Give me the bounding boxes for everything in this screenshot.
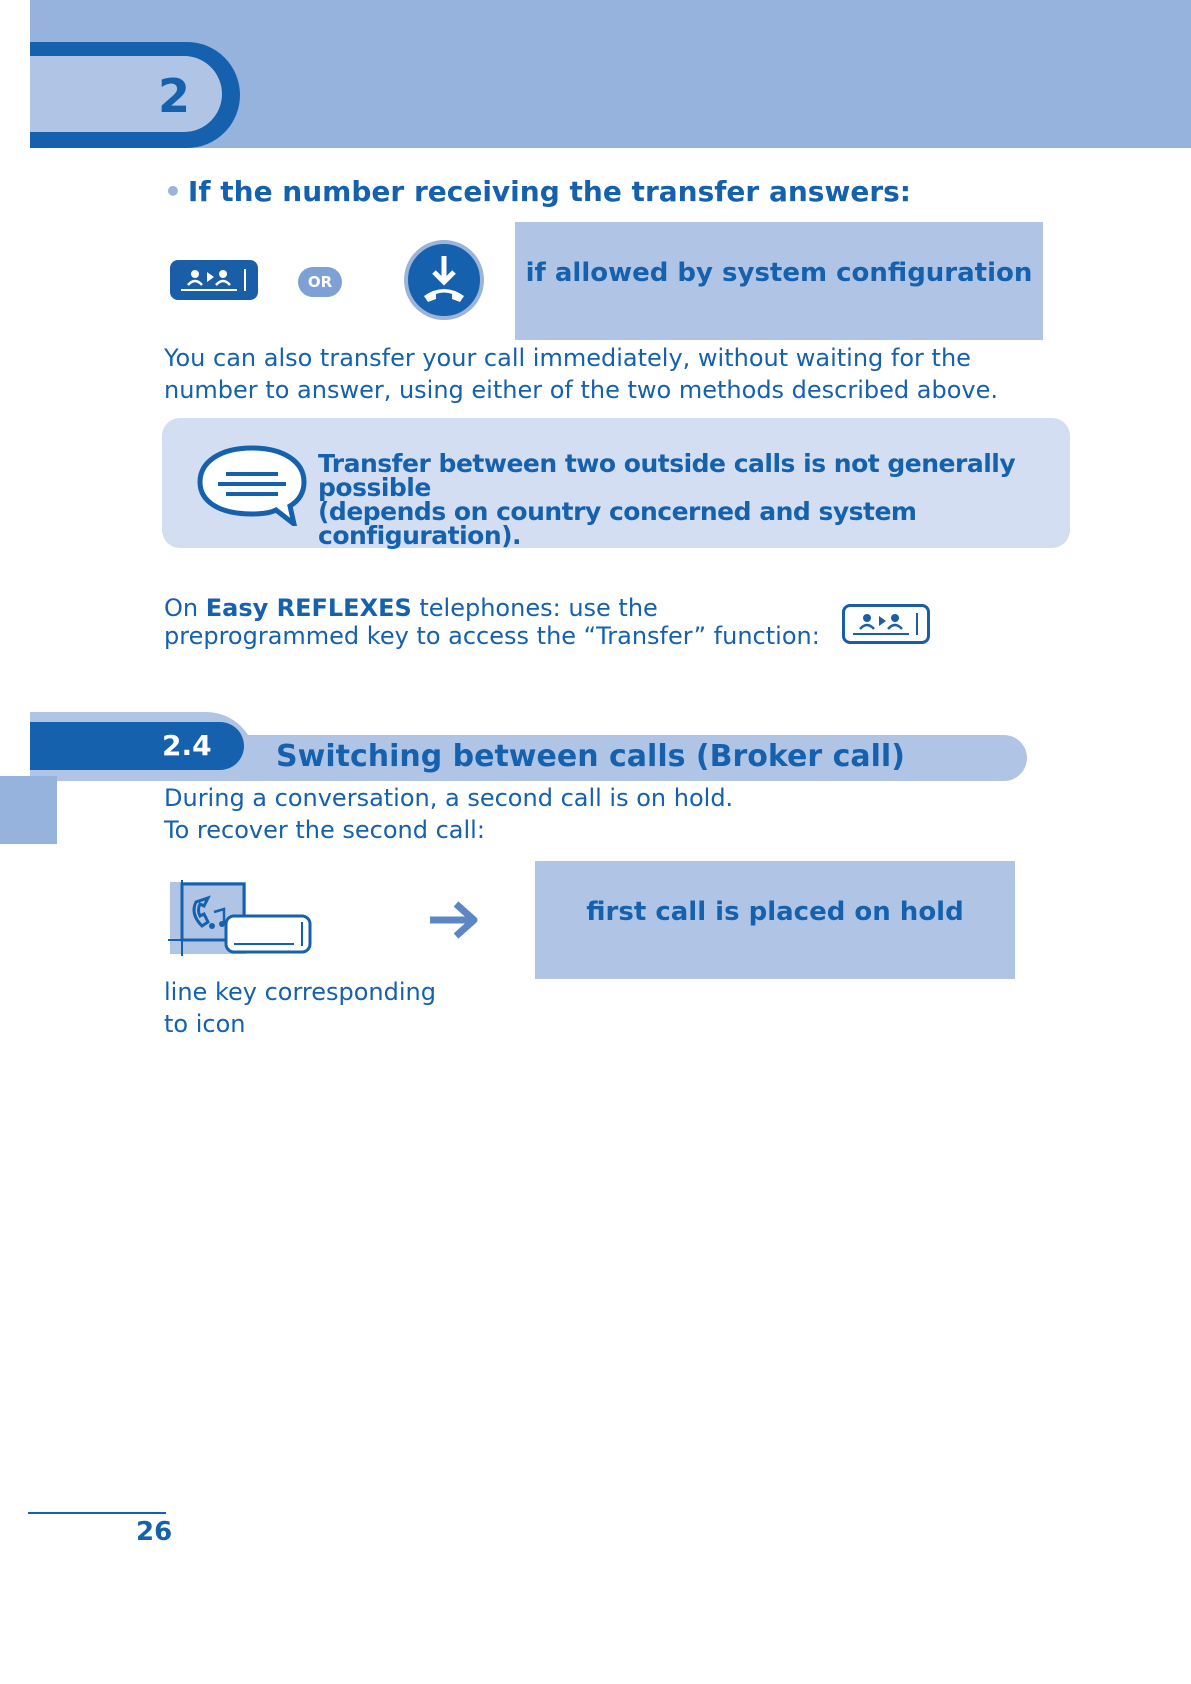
line-key-icon	[168, 880, 314, 956]
page-number: 26	[136, 1517, 173, 1547]
note-line-2: (depends on country concerned and system configuration).	[318, 497, 917, 550]
hang-up-icon	[404, 240, 484, 320]
bullet-dot: •	[164, 175, 182, 208]
chapter-tab-inner	[30, 56, 222, 132]
system-configuration-result: if allowed by system configuration	[515, 222, 1043, 340]
transfer-key-icon	[170, 260, 258, 300]
easy-reflexes-brand: Easy REFLEXES	[205, 594, 412, 622]
section-intro-line-1: During a conversation, a second call is on hold.	[164, 784, 734, 812]
easy-reflexes-suffix: telephones: use the preprogrammed key to access the “Transfer” function:	[164, 594, 820, 650]
section-number: 2.4	[162, 729, 212, 762]
speech-bubble-icon	[196, 444, 310, 526]
section-intro-line-2: To recover the second call:	[164, 816, 485, 844]
easy-reflexes-text	[164, 594, 844, 650]
transfer-answers-heading	[164, 174, 911, 210]
side-block	[0, 776, 57, 844]
section-intro	[164, 782, 964, 846]
transfer-key-icon-outline	[842, 604, 930, 644]
section-number-pill	[30, 722, 244, 770]
easy-reflexes-prefix: On	[164, 594, 206, 622]
first-call-hold-result: first call is placed on hold	[535, 861, 1015, 979]
immediate-transfer-text: You can also transfer your call immediately, without waiting for the number to answer, using either of the two methods described above.	[164, 344, 998, 404]
or-badge: OR	[298, 267, 342, 297]
line-key-caption: line key corresponding to icon	[164, 978, 436, 1038]
transfer-answers-heading-text: If the number receiving the transfer answers:	[187, 175, 911, 208]
section-title: Switching between calls (Broker call)	[276, 739, 905, 774]
chapter-number: 2	[158, 69, 191, 123]
arrow-right-icon	[428, 900, 478, 940]
note-text	[318, 449, 1064, 550]
note-line-1: Transfer between two outside calls is not generally possible	[318, 449, 1016, 502]
